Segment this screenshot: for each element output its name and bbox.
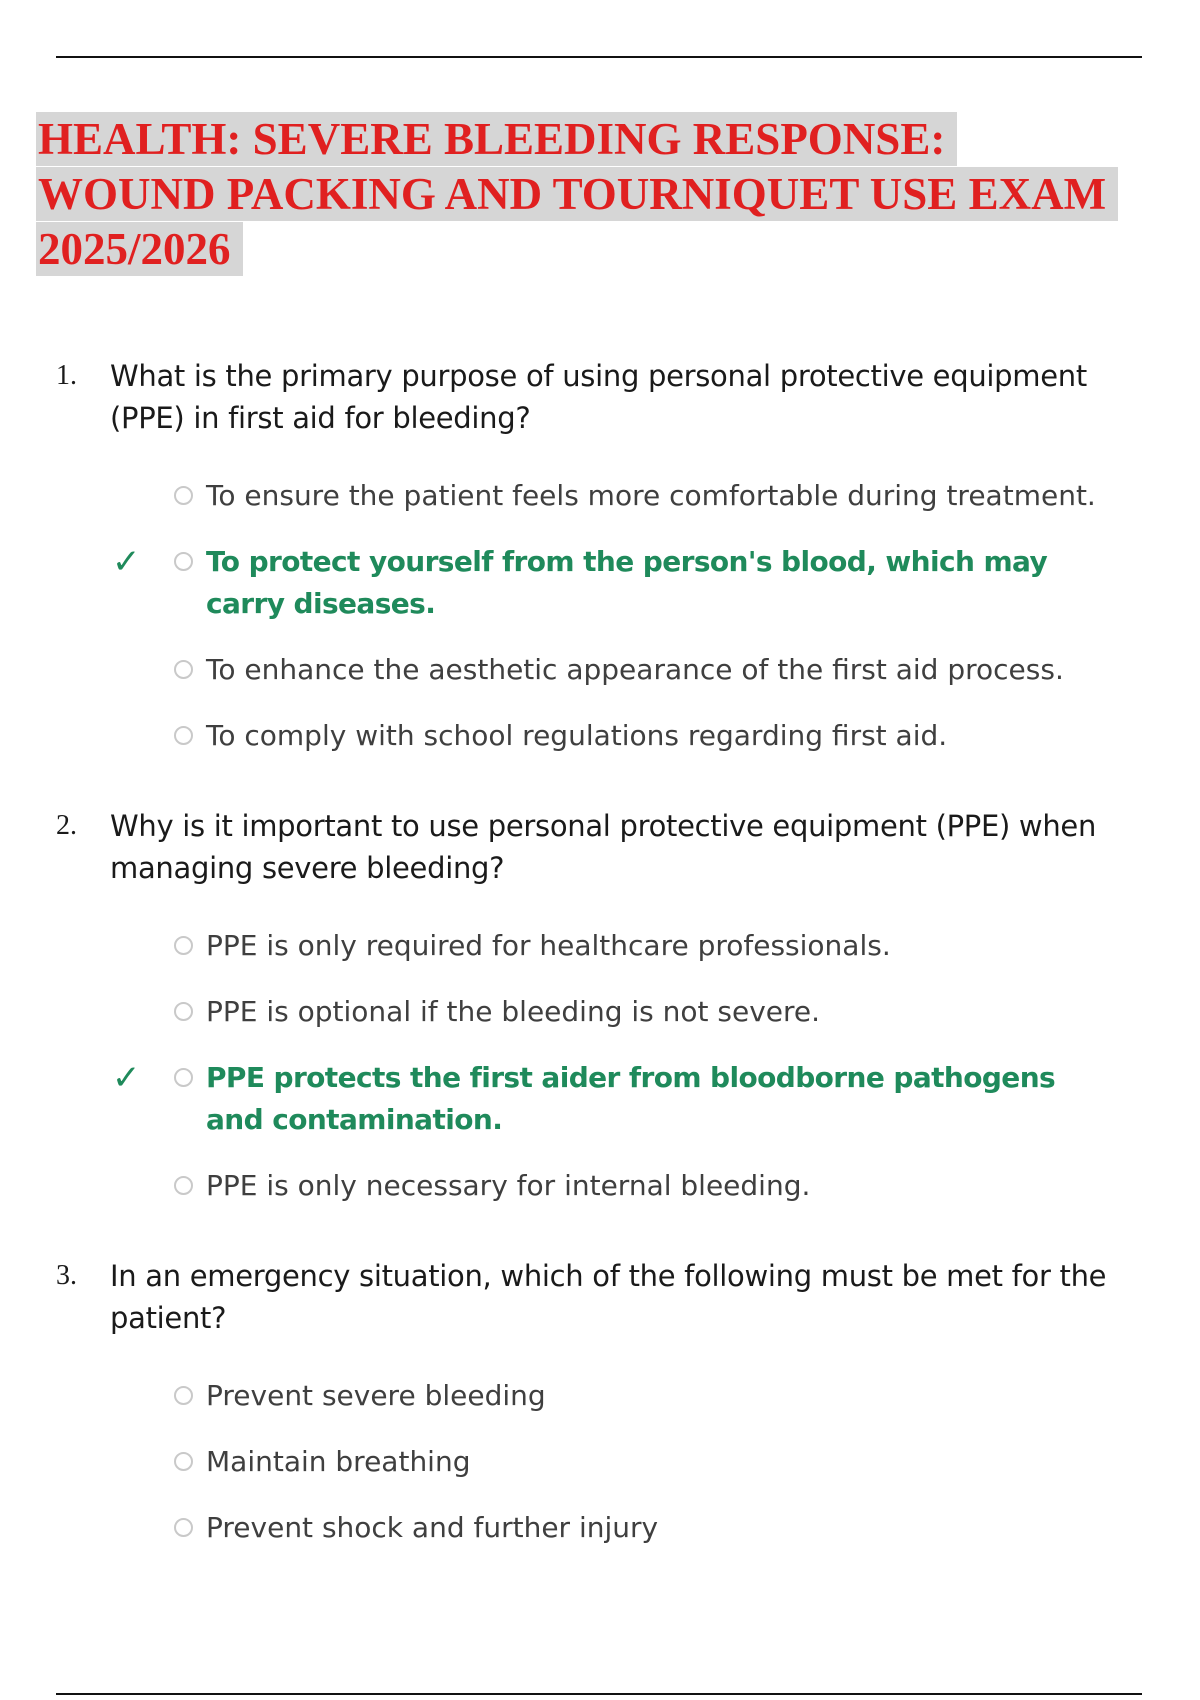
question-header [56,805,1156,889]
radio-icon[interactable] [174,1452,193,1471]
bottom-divider [56,1693,1142,1695]
question-number: 3. [56,1260,77,1291]
answer-options [56,475,1156,757]
question-number: 2. [56,810,77,841]
radio-icon[interactable] [174,1068,193,1087]
answer-option-text: To ensure the patient feels more comfortable during treatment. [206,479,1096,512]
answer-option-correct[interactable] [56,1057,1156,1141]
answer-option[interactable] [56,1441,1156,1483]
answer-option-text: PPE is optional if the bleeding is not severe. [206,995,821,1028]
answer-option-text: To enhance the aesthetic appearance of the first aid process. [206,653,1064,686]
title-line-3: 2025/2026 [36,222,243,276]
question-2 [56,805,1156,1231]
answer-option[interactable] [56,925,1156,967]
answer-option-text: Prevent severe bleeding [206,1379,546,1412]
answer-option[interactable] [56,1375,1156,1417]
answer-option-text: To comply with school regulations regarding first aid. [206,719,948,752]
answer-option[interactable] [56,475,1156,517]
question-text: In an emergency situation, which of the following must be met for the patient? [110,1259,1107,1335]
check-icon: ✓ [112,542,140,582]
radio-icon[interactable] [174,1386,193,1405]
question-header [56,1255,1156,1339]
answer-option-text: PPE is only necessary for internal bleeding. [206,1169,811,1202]
question-1 [56,355,1156,781]
answer-option[interactable] [56,991,1156,1033]
answer-option-text: Prevent shock and further injury [206,1511,659,1544]
radio-icon[interactable] [174,1176,193,1195]
radio-icon[interactable] [174,1002,193,1021]
radio-icon[interactable] [174,726,193,745]
answer-option[interactable] [56,1165,1156,1207]
answer-option-text: PPE is only required for healthcare professionals. [206,929,891,962]
answer-option-text: To protect yourself from the person's blood, which may carry diseases. [206,545,1048,620]
radio-icon[interactable] [174,660,193,679]
question-text: What is the primary purpose of using personal protective equipment (PPE) in first aid for bleeding? [110,359,1087,435]
answer-options [56,1375,1156,1549]
radio-icon[interactable] [174,1518,193,1537]
question-text: Why is it important to use personal protective equipment (PPE) when managing severe bleeding? [110,809,1097,885]
answer-option-correct[interactable] [56,541,1156,625]
title-line-1: HEALTH: SEVERE BLEEDING RESPONSE: [36,112,957,166]
document-title [36,112,1196,277]
answer-option[interactable] [56,715,1156,757]
radio-icon[interactable] [174,936,193,955]
check-icon: ✓ [112,1058,140,1098]
answer-option-text: PPE protects the first aider from bloodborne pathogens and contamination. [206,1061,1056,1136]
question-header [56,355,1156,439]
answer-option[interactable] [56,1507,1156,1549]
radio-icon[interactable] [174,486,193,505]
radio-icon[interactable] [174,552,193,571]
title-line-2: WOUND PACKING AND TOURNIQUET USE EXAM [36,167,1118,221]
question-number: 1. [56,360,77,391]
top-divider [56,56,1142,58]
answer-option[interactable] [56,649,1156,691]
answer-option-text: Maintain breathing [206,1445,471,1478]
question-3 [56,1255,1156,1573]
answer-options [56,925,1156,1207]
